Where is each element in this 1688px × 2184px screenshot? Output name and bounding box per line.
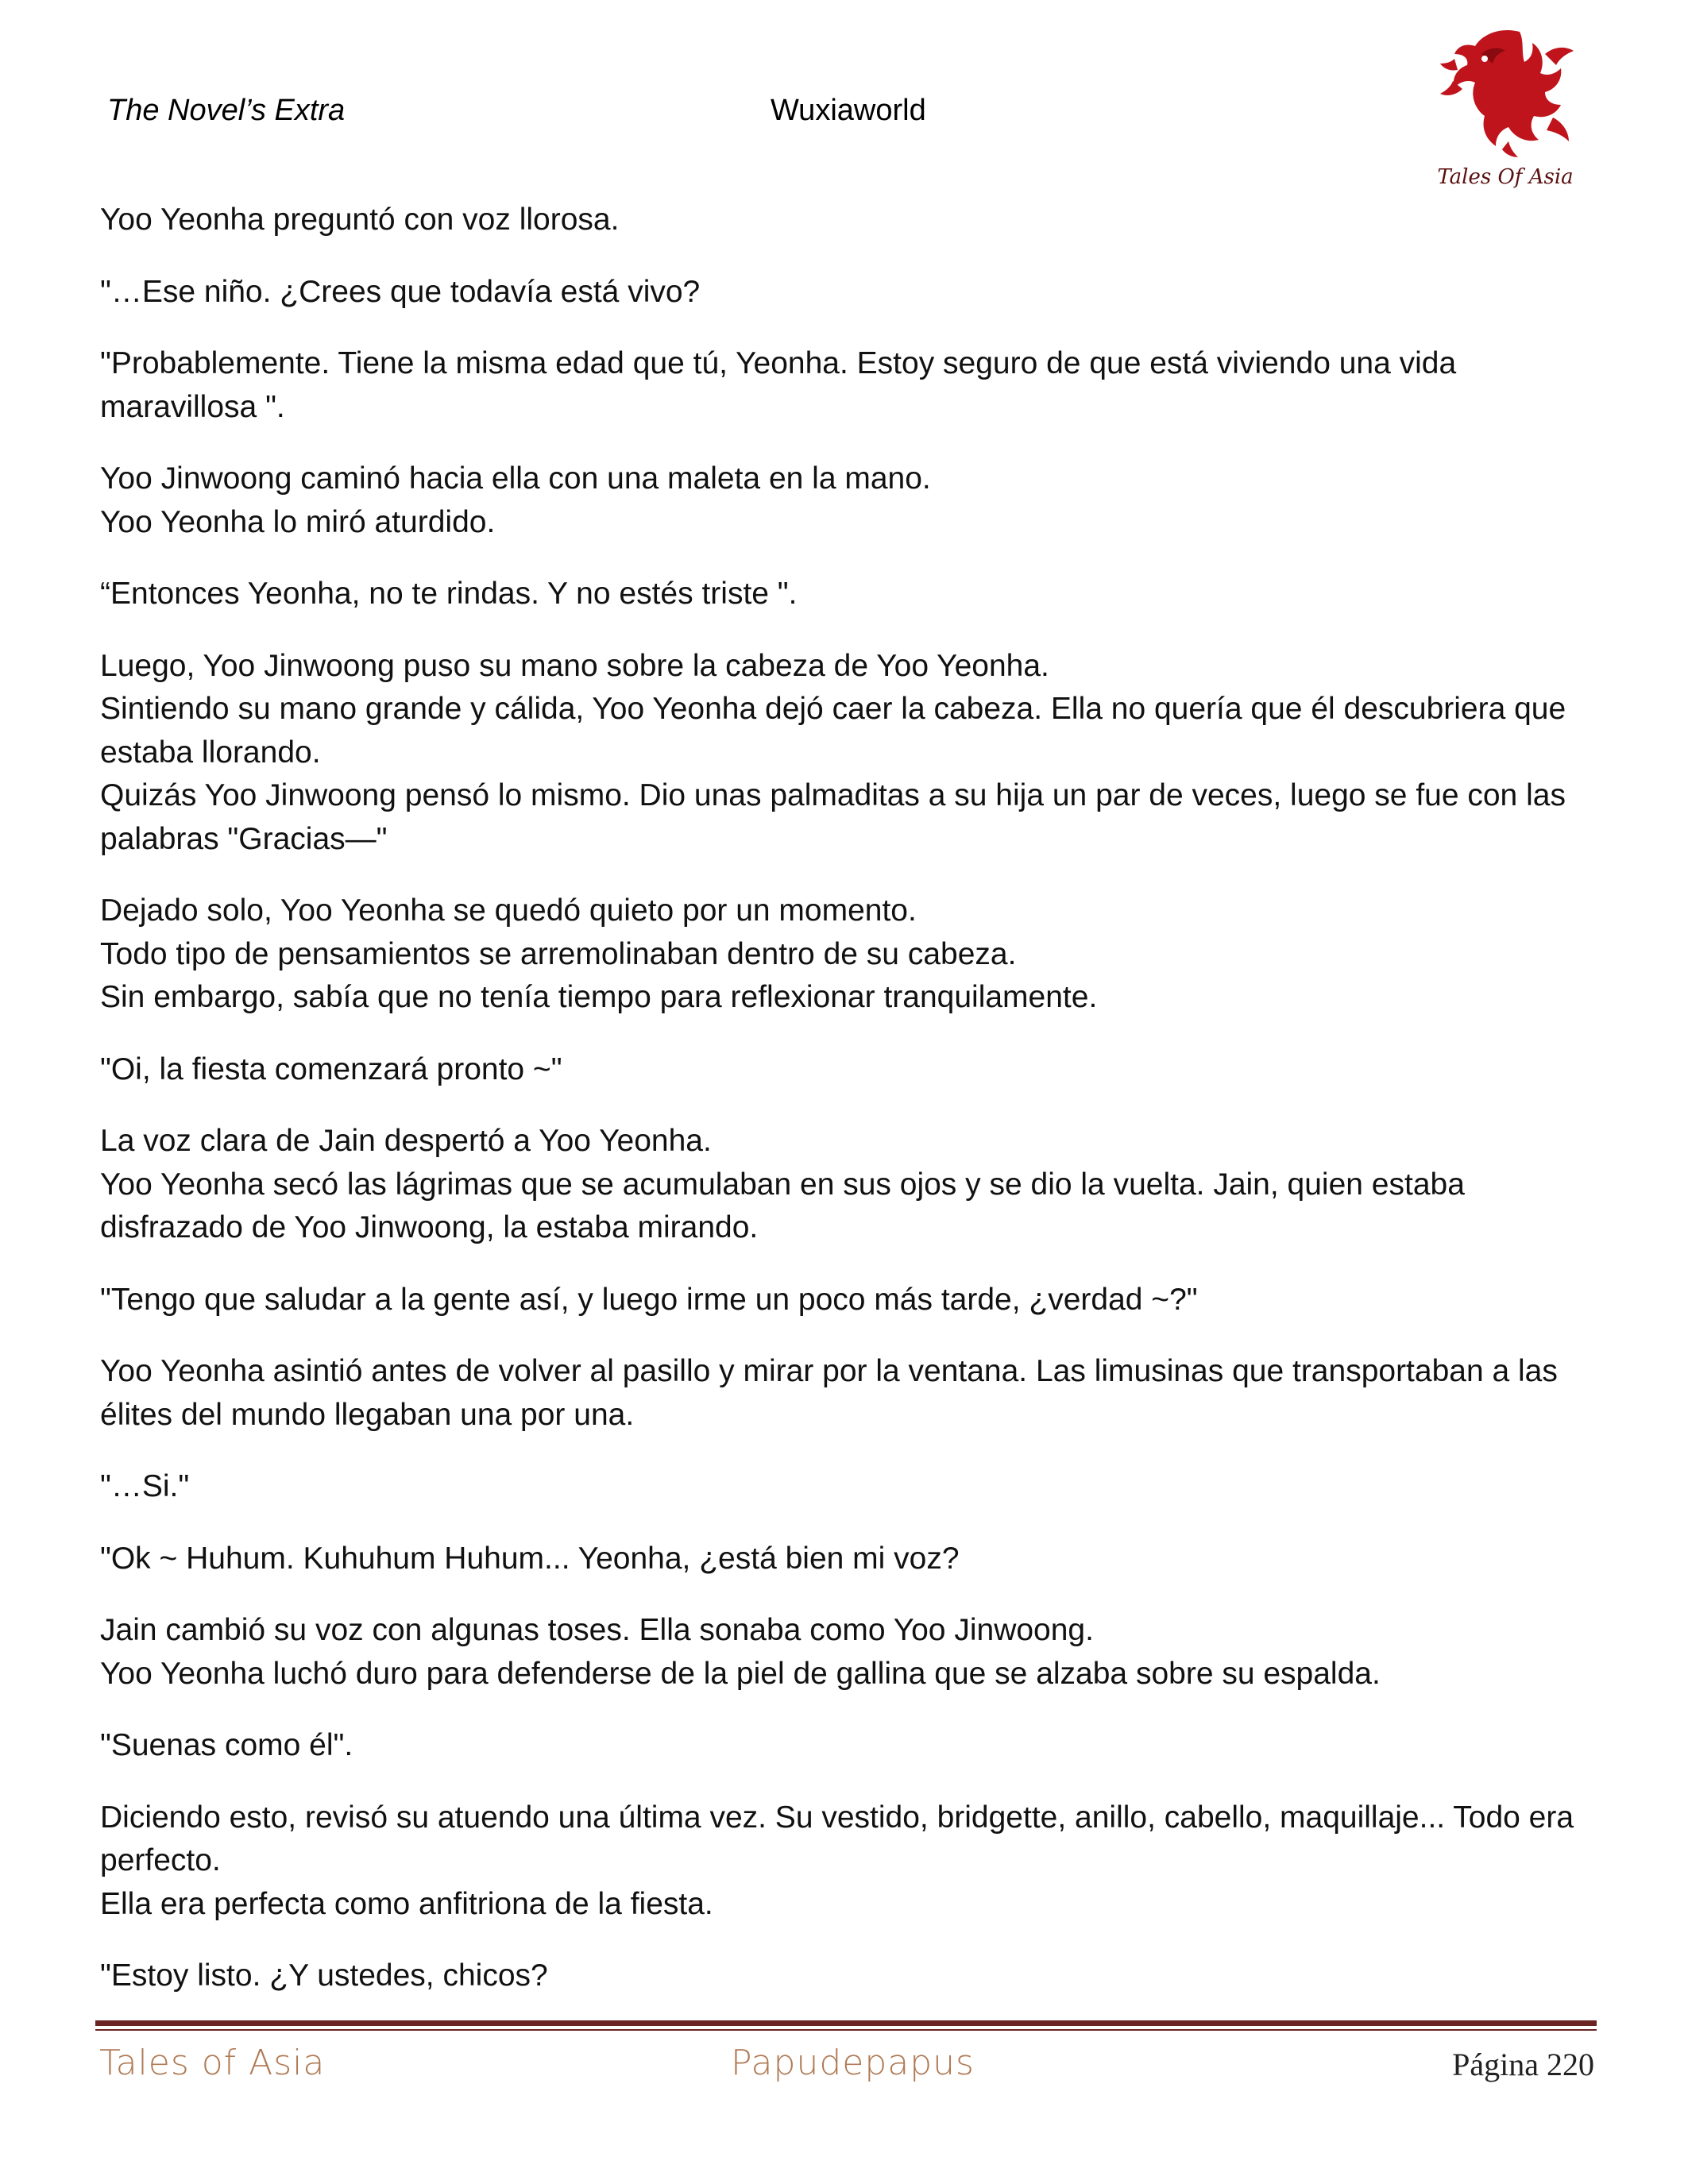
paragraph (100, 1279, 1593, 1322)
paragraph (100, 457, 1593, 544)
paragraph-line: Luego, Yoo Jinwoong puso su mano sobre la cabeza de Yoo Yeonha. (100, 648, 1049, 683)
footer-rule (95, 2020, 1597, 2026)
paragraph (100, 645, 1593, 862)
paragraph-line: “Entonces Yeonha, no te rindas. Y no estés triste ". (100, 577, 798, 611)
paragraph-line: Yoo Jinwoong caminó hacia ella con una maleta en la mano. (100, 461, 931, 496)
paragraph (100, 1609, 1593, 1696)
paragraph (100, 889, 1593, 1020)
paragraph-line: La voz clara de Jain despertó a Yoo Yeonha. (100, 1124, 712, 1158)
paragraph-line: "Estoy listo. ¿Y ustedes, chicos? (100, 1958, 548, 1993)
paragraph-line: Diciendo esto, revisó su atuendo una última vez. Su vestido, bridgette, anillo, cabello, maquillaje... Todo era perfecto. (100, 1800, 1574, 1877)
paragraph (100, 1465, 1593, 1509)
footer-translator: Papudepapus (731, 2043, 975, 2083)
footer-rule-thin (95, 2029, 1597, 2031)
paragraph (100, 1954, 1593, 1998)
paragraph-line: "Tengo que saludar a la gente así, y luego irme un poco más tarde, ¿verdad ~?" (100, 1282, 1198, 1317)
paragraph (100, 1350, 1593, 1437)
paragraph (100, 271, 1593, 314)
paragraph-line: Yoo Yeonha lo miró aturdido. (100, 504, 496, 539)
paragraph-line: Yoo Yeonha secó las lágrimas que se acumulaban en sus ojos y se dio la vuelta. Jain, quien estaba disfrazado de Yoo Jinwoong, la estaba mirando. (100, 1167, 1465, 1244)
paragraph (100, 1796, 1593, 1927)
paragraph-line: Yoo Yeonha asintió antes de volver al pasillo y mirar por la ventana. Las limusinas que transportaban a las élites del mundo llegaban una por una. (100, 1354, 1558, 1432)
paragraph (100, 1538, 1593, 1581)
paragraph (100, 1120, 1593, 1250)
paragraph (100, 1724, 1593, 1768)
paragraph-line: Jain cambió su voz con algunas toses. Ella sonaba como Yoo Jinwoong. (100, 1613, 1094, 1647)
paragraph-line: "Ok ~ Huhum. Kuhuhum Huhum... Yeonha, ¿está bien mi voz? (100, 1541, 960, 1576)
paragraph-line: "Probablemente. Tiene la misma edad que tú, Yeonha. Estoy seguro de que está viviendo una vida maravillosa ". (100, 346, 1457, 424)
tales-of-asia-logo (1426, 22, 1585, 189)
paragraph (100, 1048, 1593, 1092)
book-title: The Novel’s Extra (107, 94, 346, 127)
paragraph-line: "Oi, la fiesta comenzará pronto ~" (100, 1051, 562, 1086)
paragraph-line: Yoo Yeonha preguntó con voz llorosa. (100, 203, 620, 237)
paragraph-line: "Suenas como él". (100, 1728, 353, 1762)
paragraph-line: Todo tipo de pensamientos se arremolinaban dentro de su cabeza. (100, 936, 1017, 971)
logo-text: Tales Of Asia (1437, 165, 1574, 189)
paragraph-line: "…Si." (100, 1469, 190, 1503)
paragraph (100, 342, 1593, 429)
paragraph-line: Yoo Yeonha luchó duro para defenderse de la piel de gallina que se alzaba sobre su espalda. (100, 1656, 1381, 1691)
page-number: Página 220 (1452, 2047, 1594, 2082)
page-body (100, 199, 1593, 2027)
paragraph (100, 199, 1593, 242)
dragon-icon (1426, 22, 1585, 161)
footer-group-name: Tales of Asia (99, 2043, 326, 2083)
paragraph-line: Quizás Yoo Jinwoong pensó lo mismo. Dio unas palmaditas a su hija un par de veces, luego se fue con las palabras "Gracias—" (100, 778, 1566, 856)
paragraph-line: Sintiendo su mano grande y cálida, Yoo Yeonha dejó caer la cabeza. Ella no quería que él descubriera que estaba llorando. (100, 692, 1566, 770)
paragraph-line: Dejado solo, Yoo Yeonha se quedó quieto por un momento. (100, 893, 917, 928)
paragraph-line: Sin embargo, sabía que no tenía tiempo para reflexionar tranquilamente. (100, 980, 1098, 1014)
site-name: Wuxiaworld (771, 94, 926, 127)
paragraph-line: "…Ese niño. ¿Crees que todavía está vivo? (100, 274, 701, 309)
paragraph-line: Ella era perfecta como anfitriona de la fiesta. (100, 1886, 713, 1921)
paragraph (100, 573, 1593, 616)
